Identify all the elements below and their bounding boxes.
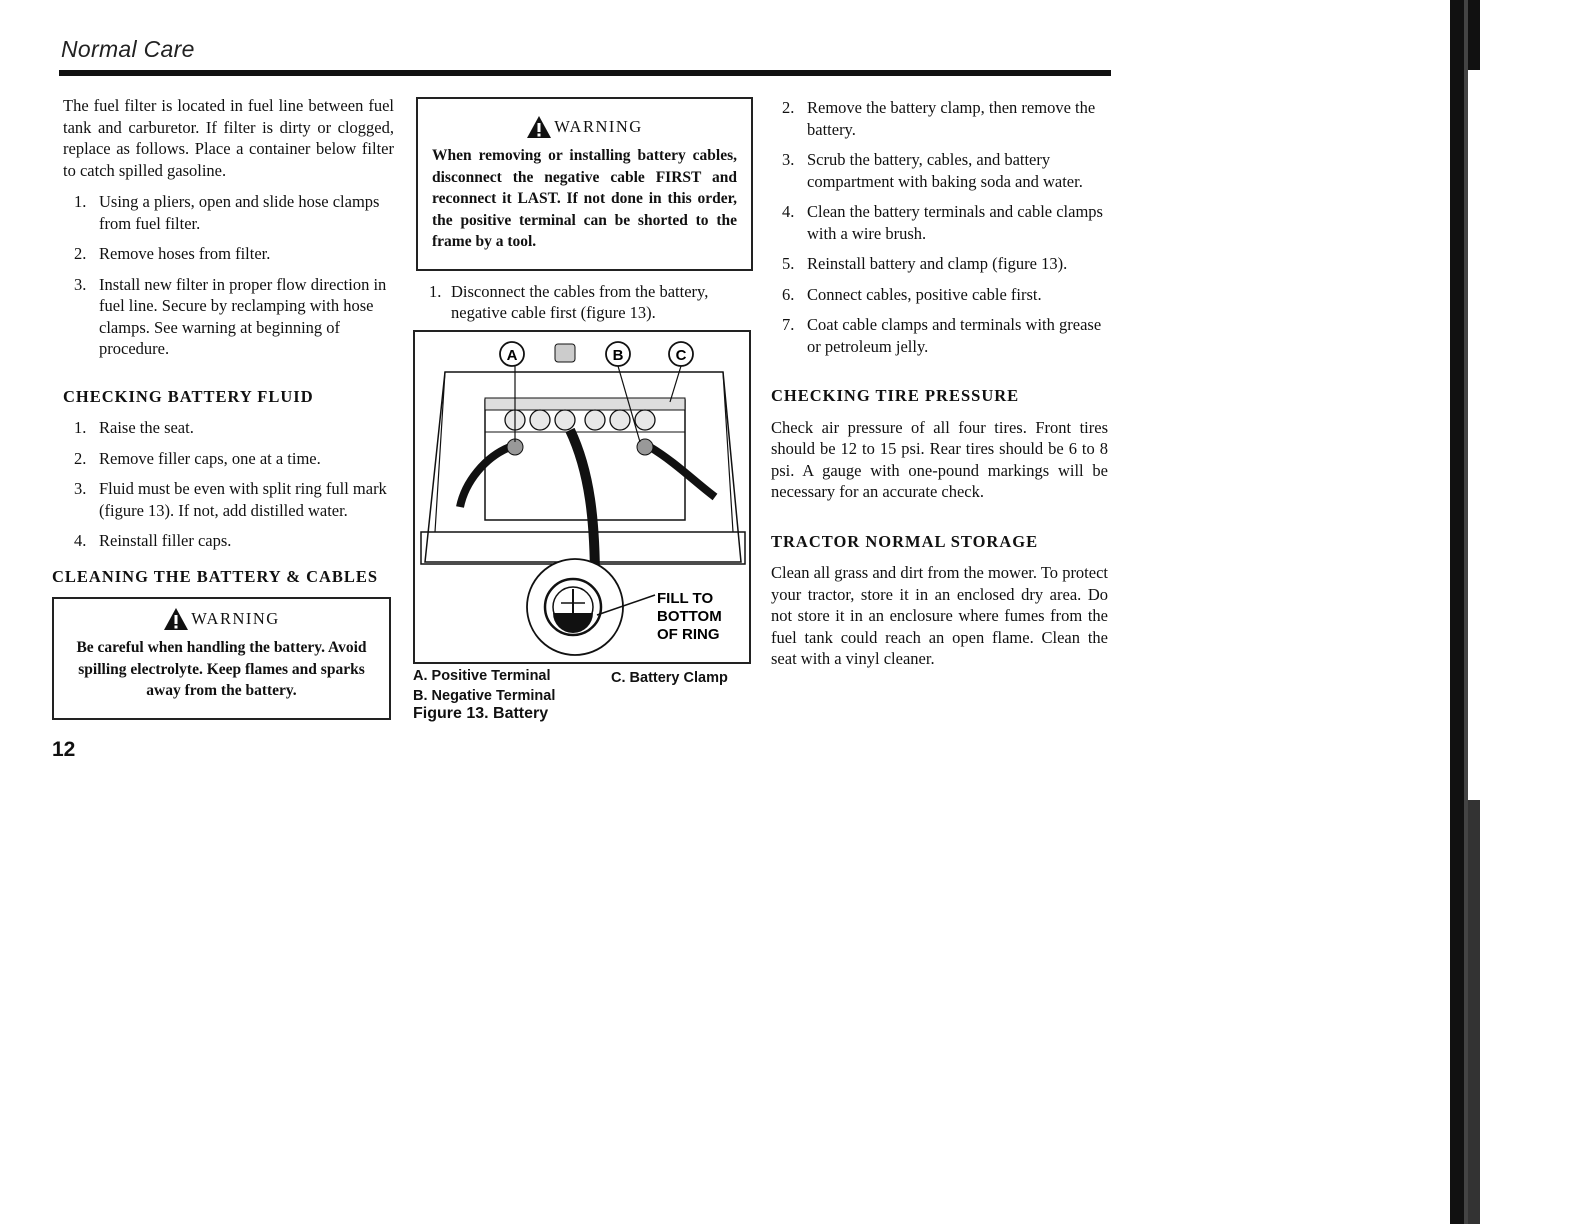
step-number: 5.	[782, 254, 795, 273]
list-item	[771, 253, 1108, 275]
battery-steps-start	[413, 281, 753, 324]
step-text: Remove hoses from filter.	[99, 244, 271, 263]
warning-header	[432, 115, 737, 139]
callout-b-label: B	[612, 346, 624, 364]
step-number: 6.	[782, 284, 795, 304]
list-item	[771, 201, 1108, 244]
fuel-filter-intro: The fuel filter is located in fuel line between fuel tank and carburetor. If filter is dirty or clogged, replace as follows. Place a container below filter to catch spilled gasoline.	[63, 96, 394, 180]
step-text: Disconnect the cables from the battery, negative cable first (figure 13).	[451, 281, 709, 322]
list-item	[413, 281, 753, 324]
callout-c-label: C	[675, 346, 687, 364]
step-text: Fluid must be even with split ring full mark (figure 13). If not, add distilled water.	[99, 479, 387, 520]
caption-negative-terminal: B. Negative Terminal	[413, 687, 556, 704]
list-item	[63, 274, 394, 360]
step-text: Install new filter in proper flow direction in fuel line. Secure by reclamping with hose clamps. See warning at beginning of procedure.	[99, 274, 387, 358]
column-1	[52, 95, 394, 720]
step-text: Clean the battery terminals and cable clamps with a wire brush.	[807, 202, 1103, 243]
warning-triangle-icon	[163, 607, 189, 631]
list-item	[771, 314, 1108, 357]
list-item	[63, 530, 394, 552]
step-text: Connect cables, positive cable first.	[807, 284, 1042, 304]
step-number: 1.	[429, 281, 442, 301]
step-text: Coat cable clamps and terminals with grease or petroleum jelly.	[807, 315, 1102, 356]
page-number: 12	[52, 738, 76, 761]
step-number: 2.	[782, 98, 795, 117]
step-number: 3.	[74, 479, 87, 498]
binding-edge	[1450, 0, 1480, 1224]
step-number: 7.	[782, 315, 795, 334]
page-title: Normal Care	[61, 36, 195, 62]
column-2	[413, 97, 753, 726]
step-number: 2.	[74, 244, 87, 263]
list-item	[771, 97, 1108, 140]
step-number: 2.	[74, 448, 87, 468]
figure-caption	[413, 666, 753, 726]
list-item	[63, 448, 394, 470]
warning-text: When removing or installing battery cables, disconnect the negative cable FIRST and reconnect it LAST. If not done in this order, the positive terminal can be shorted to the frame by a tool.	[432, 147, 737, 250]
list-item	[63, 243, 394, 265]
fill-label-line-3: OF RING	[657, 625, 720, 643]
step-text: Using a pliers, open and slide hose clamps from fuel filter.	[99, 192, 380, 233]
header-rule	[59, 70, 1111, 76]
warning-label: WARNING	[191, 609, 280, 629]
fill-label-line-1: FILL TO	[657, 589, 714, 607]
step-text: Scrub the battery, cables, and battery compartment with baking soda and water.	[807, 150, 1083, 191]
callout-a-label: A	[506, 346, 518, 364]
fluid-steps	[63, 417, 394, 552]
fill-label-line-2: BOTTOM	[657, 607, 722, 625]
list-item	[771, 284, 1108, 306]
step-number: 1.	[74, 192, 87, 211]
step-number: 4.	[782, 202, 795, 221]
warning-triangle-icon	[526, 115, 552, 139]
step-number: 4.	[74, 531, 87, 550]
list-item	[63, 417, 394, 439]
list-item	[63, 191, 394, 234]
warning-box-battery-handling	[52, 597, 391, 720]
step-number: 3.	[74, 274, 87, 294]
column-3	[771, 97, 1108, 680]
list-item	[63, 478, 394, 521]
storage-heading: TRACTOR NORMAL STORAGE	[771, 531, 1039, 551]
fuel-filter-steps	[63, 191, 394, 360]
warning-box-battery-cables	[416, 97, 753, 271]
step-number: 3.	[782, 150, 795, 169]
tire-heading: CHECKING TIRE PRESSURE	[771, 386, 1020, 405]
battery-steps-continued	[771, 97, 1108, 357]
fluid-heading: CHECKING BATTERY FLUID	[63, 386, 314, 406]
warning-text: Be careful when handling the battery. Avoid spilling electrolyte. Keep flames and sparks away from the battery.	[76, 639, 367, 699]
storage-text: Clean all grass and dirt from the mower. To protect your tractor, store it in an enclosed dry area. Do not store it in an enclosure where fumes from the fuel tank could reach an open flame. Clean the seat with a vinyl cleaner.	[771, 563, 1108, 668]
step-text: Raise the seat.	[99, 418, 194, 437]
cleaning-heading: CLEANING THE BATTERY & CABLES	[52, 566, 379, 586]
battery-illustration	[415, 332, 751, 664]
step-number: 1.	[74, 418, 87, 437]
figure-title: Figure 13. Battery	[413, 704, 549, 722]
caption-positive-terminal: A. Positive Terminal	[413, 667, 551, 684]
warning-label: WARNING	[554, 117, 643, 137]
list-item	[771, 149, 1108, 192]
caption-battery-clamp: C. Battery Clamp	[611, 669, 728, 686]
step-text: Reinstall battery and clamp (figure 13).	[807, 254, 1068, 273]
step-text: Reinstall filler caps.	[99, 531, 232, 550]
figure-13-battery	[413, 330, 751, 664]
step-text: Remove filler caps, one at a time.	[99, 448, 321, 468]
tire-text: Check air pressure of all four tires. Front tires should be 12 to 15 psi. Rear tires should be 6 to 8 psi. A gauge with one-pound markings will be necessary for an accurate check.	[771, 417, 1108, 501]
warning-header	[68, 607, 375, 631]
step-text: Remove the battery clamp, then remove the battery.	[807, 98, 1096, 139]
